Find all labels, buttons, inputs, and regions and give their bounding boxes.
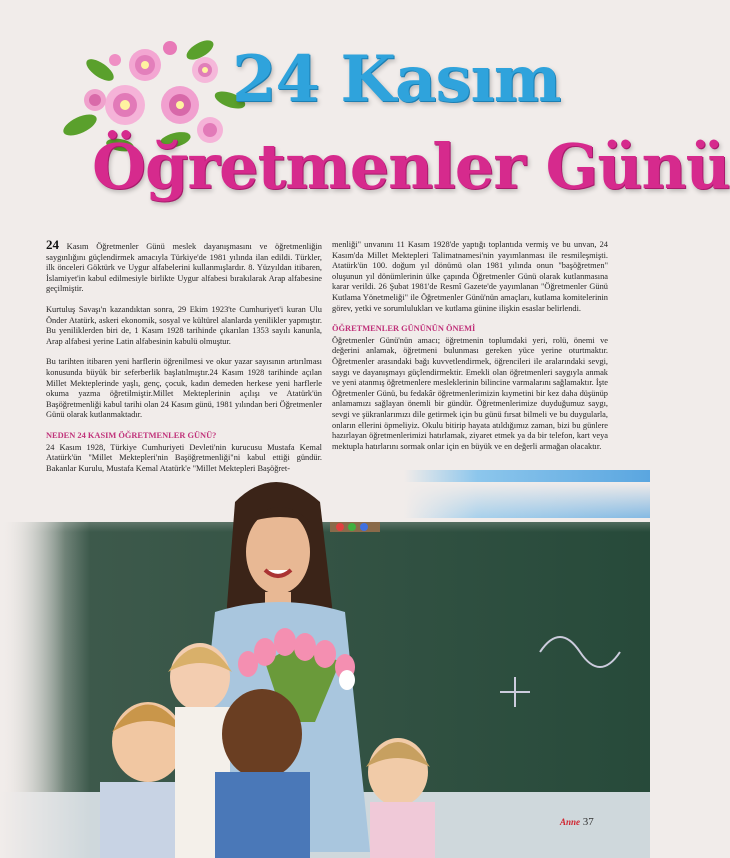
paragraph: Kurtuluş Savaşı'n kazandıktan sonra, 29 Ekim 1923'te Cumhuriyet'i kuran Ulu Önder Atatürk, askeri ekonomik, sosyal ve kültürel alanlarda yenilikler yapmıştır. Bu yeniliklerden biri de, 1 Kasım 1928 tarihinde çıkarılan 1353 sayılı kanunla, Arap alfabesi yerine Latin alfabesinin kabulü olmuştur. xyxy=(46,304,322,346)
magazine-logo: Anne xyxy=(560,817,581,827)
paragraph: menliği" unvanını 11 Kasım 1928'de yaptığı toplantıda vermiş ve bu unvan, 24 Kasım'da Millet Mektepleri Talimatnamesi'nin yayımlanması ile resmileşmişti. Atatürk'ün 100. doğum yıl dönümü olan 1981 yılında onun "başöğretmen" oluşunun yıl dönümlerinin ülke çapında Öğretmenler Günü olarak kutlanmasına karar verildi. 26 Şubat 1981'de Resmî Gazete'de yayımlanan "Öğretmenler Günü Kutlama Yönetmeliği" ile Öğretmenler Günü'nün amaçları, kutlama komitelerinin görev, yetki ve sorumlulukları ve kutlama günine ilişkin esaslar belirlendi. xyxy=(332,240,608,313)
paragraph: Bu tarihten itibaren yeni harflerin öğrenilmesi ve okur yazar sayısının artırılması konusunda büyük bir seferberlik başlatılmıştır.24 Kasım 1928 tarihinde açılan Millet Mekteplerinde yaşlı, genç, çocuk, kadın demeden herkese yeni harflerle okuma yazma öğretilmiştir.Millet Mekteplerinin açılışı ve Atatürk'ün Başöğretmenliği kabul tarihi olan 24 Kasım günü, 1981 yılından beri Öğretmenler Günü olarak kutlanmaktadır. xyxy=(46,357,322,420)
text-column-left xyxy=(46,237,322,484)
title-main: Öğretmenler Günü xyxy=(92,130,730,203)
section-heading: NEDEN 24 KASIM ÖĞRETMENLER GÜNÜ? xyxy=(46,430,217,440)
paragraph-lead-number: 24 xyxy=(46,237,59,252)
page-number: 37 xyxy=(582,816,594,828)
paragraph: Öğretmenler Günü'nün amacı; öğretmenin toplumdaki yeri, rolü, önemi ve değerini anlamak, öğretmeni bulunması gereken yüce yerine oturtmaktır. Öğretmenler arasındaki bağı kuvvetlendirmek, öğrencileri ile aralarındaki sevgi, saygı ve dayanışmayı güçlendirmektir. Emekli olan öğretmenleri saygıyla anmak ve yeni atanmış öğretmenlere mesleklerinin bilincine varmalarını sağlamaktır. İşte Öğretmenler Günü, bu fedakâr öğretmenlerimizin kıymetini bir kez daha düşünüp anlamamızı sağlayan önemli bir gündür. Öğretmenlerimize duyduğumuz saygı, sevgi ve şükranlarımızı dile getirmek için bu günü fırsat bilmeli ve bu duygularla, onların ellerini öpmeliyiz. Okulu bitirip hayata atıldığımız zaman, bizi bu günlere hazırlayan öğretmenlerimizi hatırlamak, ziyaret etmek ya da bir telefon, kart veya mektupla hatırlarını sormak onlar için en büyük ve en değerli armağan olacaktır. xyxy=(332,335,608,451)
section-heading: ÖĞRETMENLER GÜNÜNÜN ÖNEMİ xyxy=(332,324,476,334)
text-column-right xyxy=(332,240,608,462)
teacher-children-photo xyxy=(0,482,650,858)
title-date: 24 Kasım xyxy=(232,42,561,117)
paragraph xyxy=(46,237,322,295)
page-footer xyxy=(560,816,594,828)
paragraph: 24 Kasım 1928, Türkiye Cumhuriyeti Devleti'nin kurucusu Mustafa Kemal Atatürk'ün "Millet Mektepleri'nin Başöğretmenliği"ni kabul ettiği gündür. Bakanlar Kurulu, Mustafa Kemal Atatürk'e "Millet Mektepleri Başöğret- xyxy=(46,442,322,473)
paragraph-text: Kasım Öğretmenler Günü meslek dayanışmasını ve öğretmenliğin saygınlığını güçlendirmek amacıyla Türkiye'de 1981 yılında ilan edildi. Türkler, ilk önceleri Göktürk ve Uygur alfabelerini kullanmışlardır. 8. Yüzyıldan itibaren, İslamiyet'in kabul edilmesiyle birlikte Uygur alfabesi bırakılarak Arap alfabesine geçilmiştir. xyxy=(46,242,322,294)
